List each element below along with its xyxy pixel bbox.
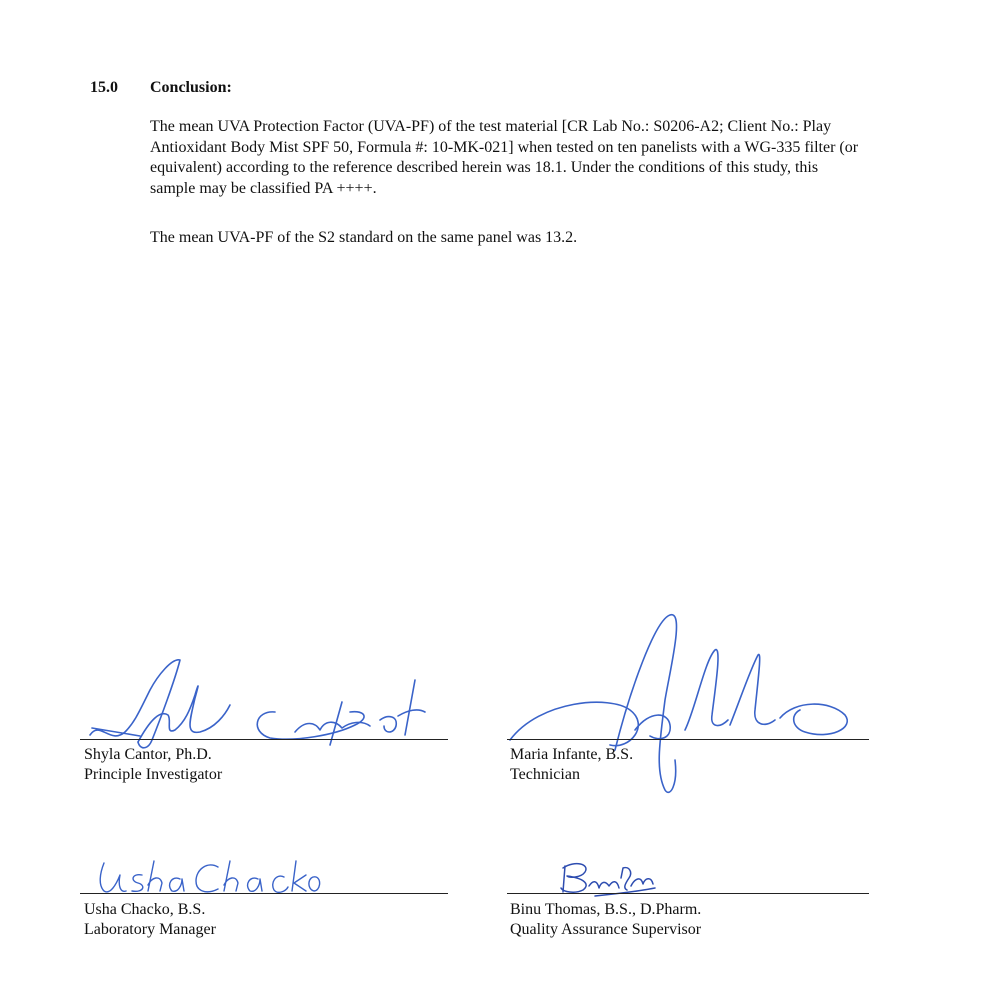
signature-line-maria-infante bbox=[507, 739, 869, 740]
conclusion-paragraph: The mean UVA Protection Factor (UVA-PF) of the test material [CR Lab No.: S0206-A2; Client No.: Play Antioxidant Body Mist SPF 50, Formula #: 10-MK-021] when tested on ten panelists with a WG-335 filter (or equivalent) according to the reference described herein was 18.1. Under the conditions of this study, this sample may be classified PA ++++. bbox=[150, 118, 859, 197]
signature-line-usha-chacko bbox=[80, 893, 448, 894]
signatory-name: Shyla Cantor, Ph.D. bbox=[84, 746, 212, 763]
signatory-name: Maria Infante, B.S. bbox=[510, 746, 634, 763]
signatory-title: Principle Investigator bbox=[84, 766, 223, 783]
standard-paragraph: The mean UVA-PF of the S2 standard on the same panel was 13.2. bbox=[150, 229, 578, 246]
signature-shyla-cantor bbox=[80, 650, 450, 760]
signature-line-binu-thomas bbox=[507, 893, 869, 894]
signatory-title: Technician bbox=[510, 766, 580, 783]
section-title: Conclusion: bbox=[150, 79, 232, 96]
signatory-title: Laboratory Manager bbox=[84, 921, 216, 938]
signatory-name: Binu Thomas, B.S., D.Pharm. bbox=[510, 901, 702, 918]
signature-line-shyla-cantor bbox=[80, 739, 448, 740]
signature-binu-thomas bbox=[555, 858, 665, 898]
signatory-name: Usha Chacko, B.S. bbox=[84, 901, 206, 918]
section-number: 15.0 bbox=[90, 79, 118, 96]
signatory-title: Quality Assurance Supervisor bbox=[510, 921, 702, 938]
